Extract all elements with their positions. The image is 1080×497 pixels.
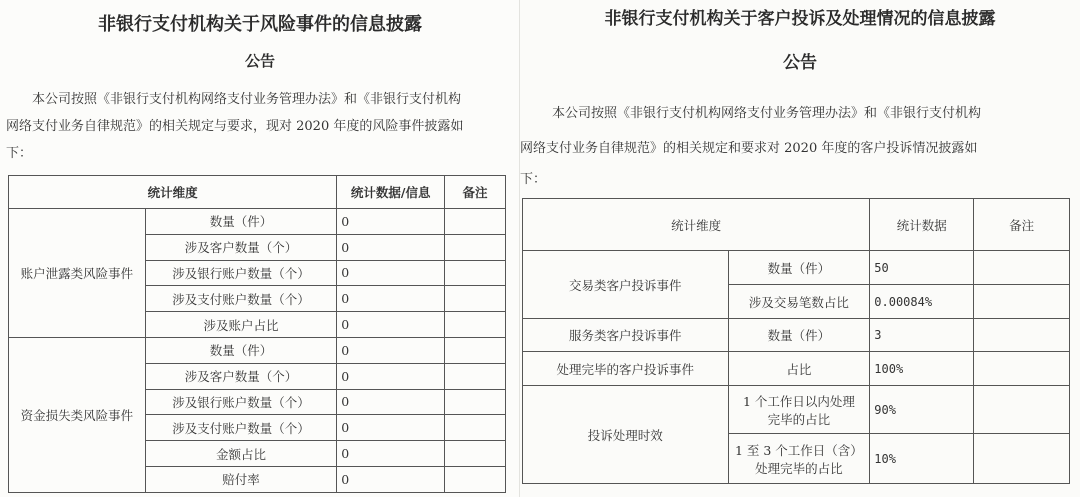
group-label: 资金损失类风险事件 (9, 337, 146, 492)
metric-cell: 涉及客户数量（个） (145, 363, 337, 389)
table-header-row (523, 199, 1070, 251)
right-document (520, 0, 1080, 497)
table-row (523, 386, 1070, 434)
note-cell (445, 234, 506, 260)
header-dimension: 统计维度 (9, 176, 337, 209)
value-cell: 0 (337, 260, 445, 286)
value-cell: 50 (870, 251, 974, 285)
metric-cell: 涉及客户数量（个） (145, 234, 337, 260)
note-cell (974, 386, 1070, 434)
note-cell (974, 251, 1070, 285)
note-cell (445, 209, 506, 235)
table-row (9, 209, 506, 235)
value-cell: 0 (337, 415, 445, 441)
metric-line: 1 至 3 个工作日（含） (734, 442, 863, 458)
paragraph-line: 下： (520, 172, 547, 187)
value-cell: 90% (870, 386, 974, 434)
metric-cell: 涉及银行账户数量（个） (145, 389, 337, 415)
right-doc-paragraph (520, 102, 1080, 187)
complaint-table (522, 198, 1070, 484)
metric-cell: 金额占比 (145, 441, 337, 467)
value-cell: 0 (337, 363, 445, 389)
metric-line: 处理完毕的占比 (755, 460, 843, 476)
value-cell: 0 (337, 441, 445, 467)
note-cell (974, 352, 1070, 386)
value-cell: 0 (337, 337, 445, 363)
note-cell (445, 337, 506, 363)
metric-cell: 涉及交易笔数占比 (728, 285, 870, 319)
metric-cell: 数量（件） (728, 319, 870, 352)
group-label: 处理完毕的客户投诉事件 (523, 352, 729, 386)
note-cell (445, 415, 506, 441)
metric-cell (728, 386, 870, 434)
header-dimension: 统计维度 (523, 199, 870, 251)
value-cell: 0 (337, 466, 445, 492)
left-doc-title: 非银行支付机构关于风险事件的信息披露 (98, 14, 422, 35)
note-cell (445, 363, 506, 389)
metric-cell: 占比 (728, 352, 870, 386)
note-cell (445, 441, 506, 467)
paragraph-line: 本公司按照《非银行支付机构网络支付业务管理办法》和《非银行支付机构 (552, 106, 982, 121)
metric-cell: 涉及支付账户数量（个） (145, 286, 337, 312)
value-cell: 0 (337, 286, 445, 312)
metric-cell: 涉及账户占比 (145, 312, 337, 338)
group-label: 服务类客户投诉事件 (523, 319, 729, 352)
value-cell: 0 (337, 234, 445, 260)
left-doc-subtitle: 公告 (244, 52, 275, 70)
header-note: 备注 (974, 199, 1070, 251)
header-data: 统计数据/信息 (337, 176, 445, 209)
metric-line: 1 个工作日以内处理 (742, 393, 855, 409)
group-label: 账户泄露类风险事件 (9, 209, 146, 338)
note-cell (445, 312, 506, 338)
right-doc-subtitle: 公告 (783, 53, 817, 73)
header-data: 统计数据 (870, 199, 974, 251)
group-label: 投诉处理时效 (523, 386, 729, 484)
metric-cell: 涉及银行账户数量（个） (145, 260, 337, 286)
note-cell (974, 319, 1070, 352)
value-cell: 100% (870, 352, 974, 386)
value-cell: 0 (337, 209, 445, 235)
note-cell (445, 260, 506, 286)
paragraph-line: 网络支付业务自律规范》的相关规定和要求对 2020 年度的客户投诉情况披露如 (520, 141, 978, 156)
note-cell (974, 434, 1070, 484)
group-label: 交易类客户投诉事件 (523, 251, 729, 319)
value-cell: 0.00084% (870, 285, 974, 319)
metric-cell: 数量（件） (145, 209, 337, 235)
value-cell: 0 (337, 389, 445, 415)
table-row (523, 251, 1070, 285)
note-cell (445, 389, 506, 415)
table-header-row (9, 176, 506, 209)
metric-cell: 赔付率 (145, 466, 337, 492)
left-document (0, 0, 520, 497)
note-cell (974, 285, 1070, 319)
right-doc-title: 非银行支付机构关于客户投诉及处理情况的信息披露 (604, 9, 996, 29)
note-cell (445, 286, 506, 312)
value-cell: 0 (337, 312, 445, 338)
paragraph-line: 下： (6, 146, 33, 161)
metric-cell (728, 434, 870, 484)
paragraph-line: 网络支付业务自律规范》的相关规定与要求，现对 2020 年度的风险事件披露如 (6, 119, 464, 134)
table-row (523, 352, 1070, 386)
value-cell: 10% (870, 434, 974, 484)
left-doc-paragraph (6, 88, 516, 168)
note-cell (445, 466, 506, 492)
table-row (523, 319, 1070, 352)
table-row (9, 337, 506, 363)
metric-cell: 数量（件） (728, 251, 870, 285)
risk-event-table (8, 175, 506, 493)
paragraph-line: 本公司按照《非银行支付机构网络支付业务管理办法》和《非银行支付机构 (32, 92, 462, 107)
value-cell: 3 (870, 319, 974, 352)
metric-line: 完毕的占比 (767, 411, 831, 427)
metric-cell: 涉及支付账户数量（个） (145, 415, 337, 441)
header-note: 备注 (445, 176, 506, 209)
metric-cell: 数量（件） (145, 337, 337, 363)
